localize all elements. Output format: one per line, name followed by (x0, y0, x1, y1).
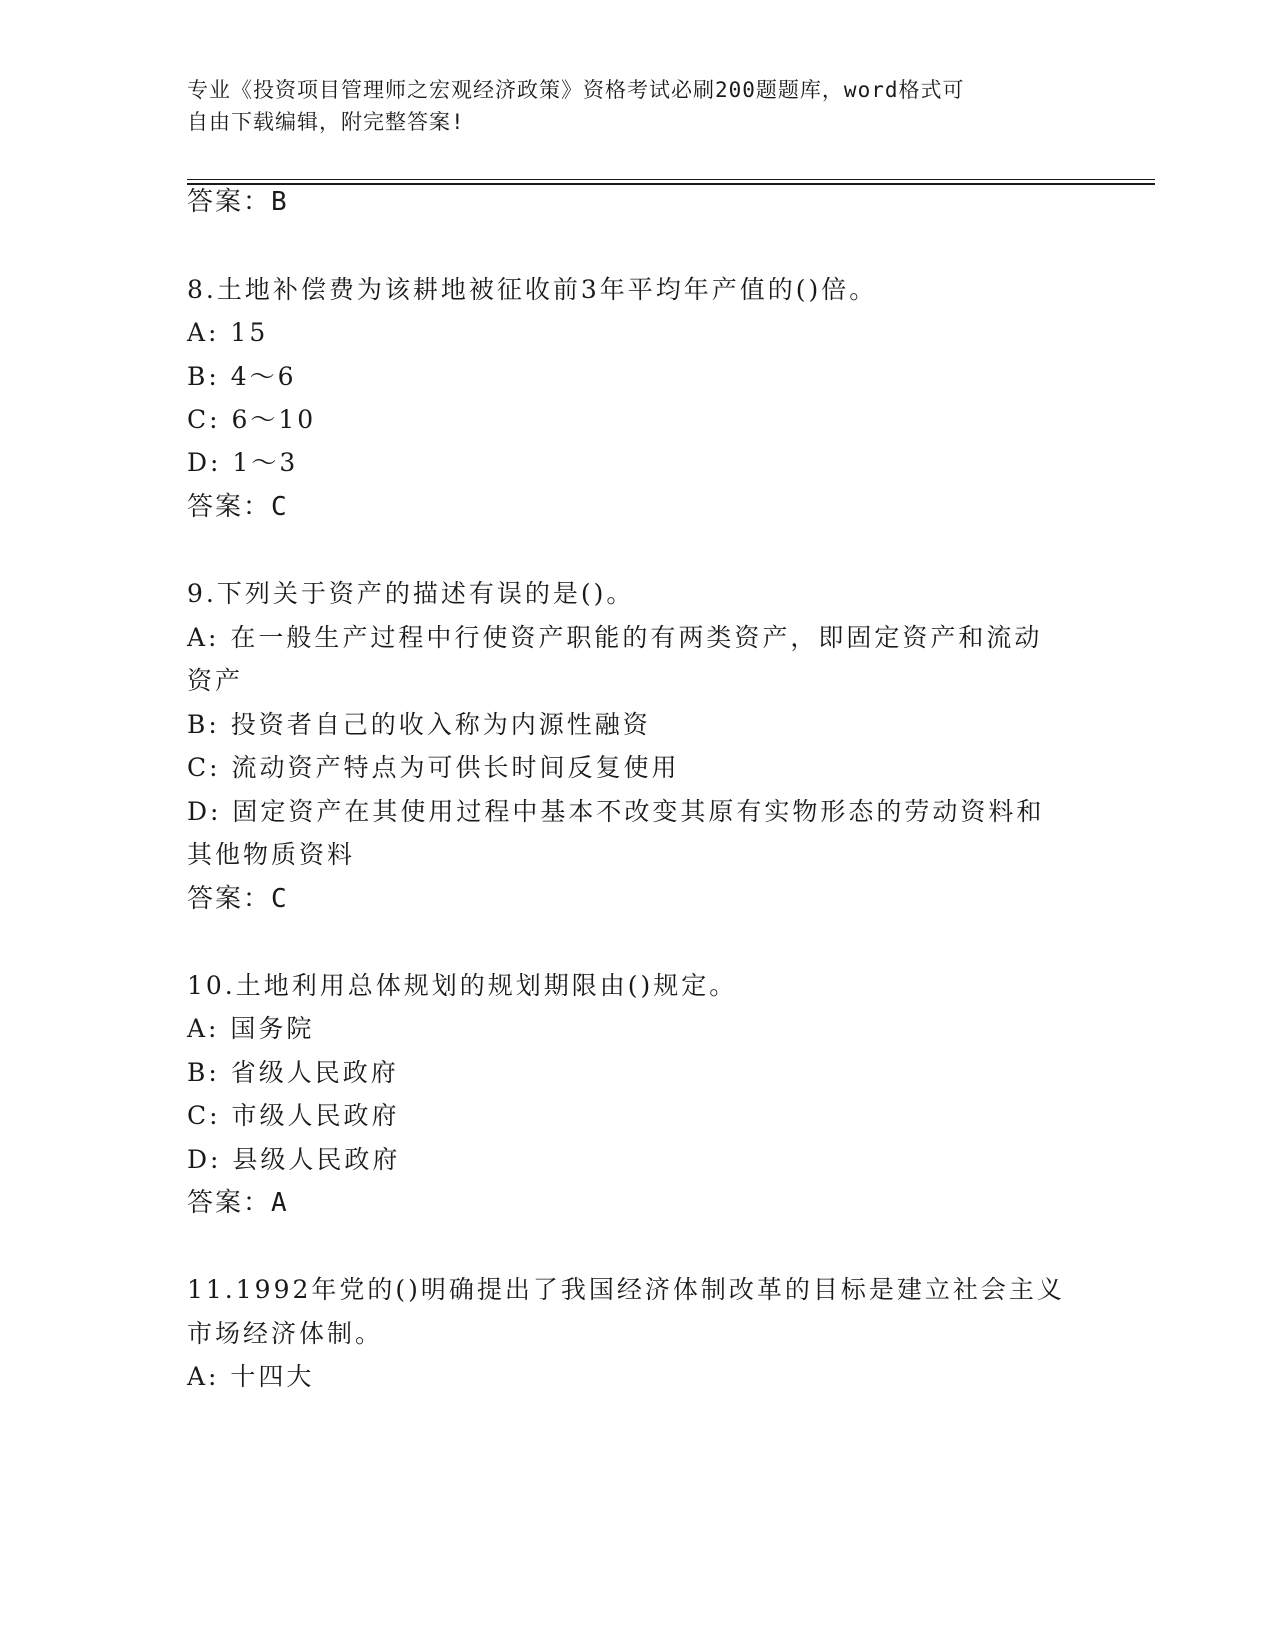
answer-value: C (271, 884, 289, 914)
q8-stem: 8.土地补偿费为该耕地被征收前3年平均年产值的()倍。 (187, 275, 878, 304)
q9-stem: 9.下列关于资产的描述有误的是()。 (187, 579, 635, 608)
q11-stem-line2: 市场经济体制。 (187, 1319, 384, 1348)
q10-option-a: A: 国务院 (187, 1014, 315, 1043)
header-line-1: 专业《投资项目管理师之宏观经济政策》资格考试必刷200题题库，word格式可 (187, 78, 965, 102)
q11-option-a: A: 十四大 (187, 1362, 315, 1391)
header-divider-thin (187, 179, 1155, 180)
header-line-2: 自由下载编辑，附完整答案! (187, 110, 465, 134)
q10-stem: 10.土地利用总体规划的规划期限由()规定。 (187, 971, 738, 1000)
q7-answer (187, 186, 289, 218)
answer-value: B (271, 187, 289, 217)
q8-option-a: A: 15 (187, 318, 269, 347)
q9-option-d-line2: 其他物质资料 (187, 840, 356, 869)
answer-label: 答案： (187, 187, 272, 217)
q10-option-b: B: 省级人民政府 (187, 1058, 399, 1087)
answer-label: 答案： (187, 1188, 272, 1218)
q8-option-c: C: 6～10 (187, 405, 317, 434)
q9-option-a-line1: A: 在一般生产过程中行使资产职能的有两类资产，即固定资产和流动 (187, 623, 1043, 652)
q10-answer (187, 1187, 289, 1219)
q10-option-d: D: 县级人民政府 (187, 1145, 401, 1174)
q11-stem-line1: 11.1992年党的()明确提出了我国经济体制改革的目标是建立社会主义 (187, 1275, 1065, 1304)
q8-option-d: D: 1～3 (187, 448, 299, 477)
document-header (187, 74, 1067, 138)
q9-option-a-line2: 资产 (187, 666, 244, 695)
answer-label: 答案： (187, 492, 272, 522)
q9-option-b: B: 投资者自己的收入称为内源性融资 (187, 710, 651, 739)
q9-option-c: C: 流动资产特点为可供长时间反复使用 (187, 753, 680, 782)
q8-answer (187, 491, 289, 523)
answer-label: 答案： (187, 884, 272, 914)
answer-value: C (271, 492, 289, 522)
q9-answer (187, 883, 289, 915)
header-divider-thick (187, 183, 1155, 185)
q10-option-c: C: 市级人民政府 (187, 1101, 400, 1130)
q9-option-d-line1: D: 固定资产在其使用过程中基本不改变其原有实物形态的劳动资料和 (187, 797, 1045, 826)
answer-value: A (271, 1188, 289, 1218)
q8-option-b: B: 4～6 (187, 362, 297, 391)
